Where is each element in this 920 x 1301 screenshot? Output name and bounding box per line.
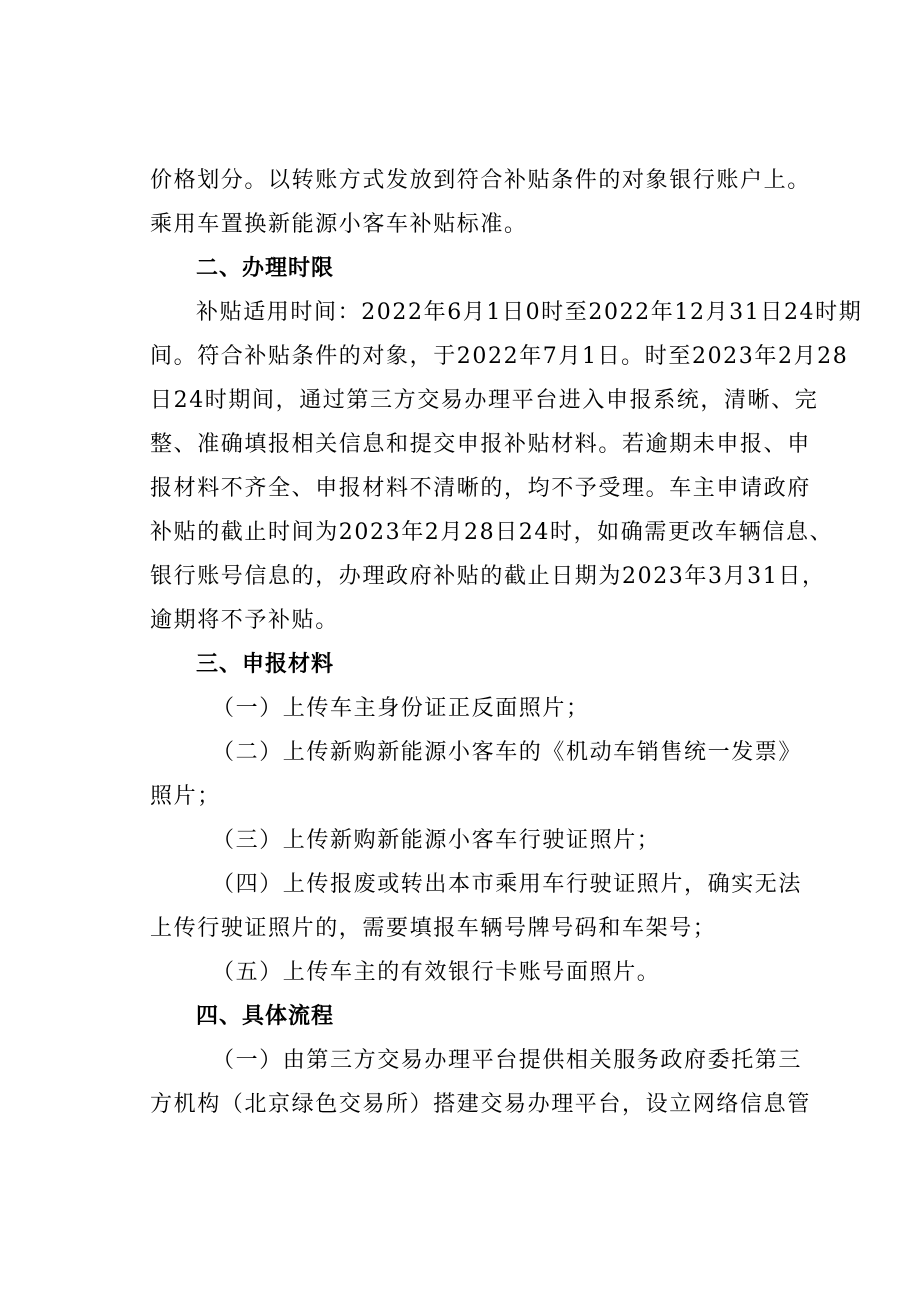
paragraph-line: 整、准确填报相关信息和提交申报补贴材料。若逾期未申报、申 bbox=[150, 432, 811, 457]
paragraph-line: 方机构（北京绿色交易所）搭建交易办理平台，设立网络信息管 bbox=[150, 1092, 811, 1117]
paragraph-line: 日24时期间，通过第三方交易办理平台进入申报系统，清晰、完 bbox=[150, 388, 819, 413]
list-item: （二）上传新购新能源小客车的《机动车销售统一发票》 bbox=[212, 740, 803, 765]
list-item: （一）上传车主身份证正反面照片； bbox=[212, 696, 590, 721]
paragraph-line: 报材料不齐全、申报材料不清晰的，均不予受理。车主申请政府 bbox=[150, 476, 811, 501]
section-heading-2: 二、办理时限 bbox=[196, 256, 335, 281]
paragraph-line: 银行账号信息的，办理政府补贴的截止日期为2023年3月31日， bbox=[150, 564, 826, 589]
paragraph-line: 间。符合补贴条件的对象，于2022年7月1日。时至2023年2月28 bbox=[150, 344, 849, 369]
list-item-continuation: 上传行驶证照片的，需要填报车辆号牌号码和车架号； bbox=[150, 916, 717, 941]
list-item: （四）上传报废或转出本市乘用车行驶证照片，确实无法 bbox=[212, 872, 803, 897]
paragraph-line: 补贴的截止时间为2023年2月28日24时，如确需更改车辆信息、 bbox=[150, 520, 834, 545]
paragraph-line: 乘用车置换新能源小客车补贴标准。 bbox=[150, 212, 528, 237]
list-item: （三）上传新购新能源小客车行驶证照片； bbox=[212, 828, 661, 853]
section-heading-4: 四、具体流程 bbox=[196, 1004, 335, 1029]
list-item-continuation: 照片； bbox=[150, 784, 221, 809]
paragraph-line: 逾期将不予补贴。 bbox=[150, 608, 339, 633]
section-heading-3: 三、申报材料 bbox=[196, 652, 335, 677]
list-item: （五）上传车主的有效银行卡账号面照片。 bbox=[212, 960, 661, 985]
paragraph-line: （一）由第三方交易办理平台提供相关服务政府委托第三 bbox=[212, 1048, 803, 1073]
paragraph-line: 价格划分。以转账方式发放到符合补贴条件的对象银行账户上。 bbox=[150, 168, 811, 193]
paragraph-line: 补贴适用时间：2022年6月1日0时至2022年12月31日24时期 bbox=[196, 300, 863, 325]
